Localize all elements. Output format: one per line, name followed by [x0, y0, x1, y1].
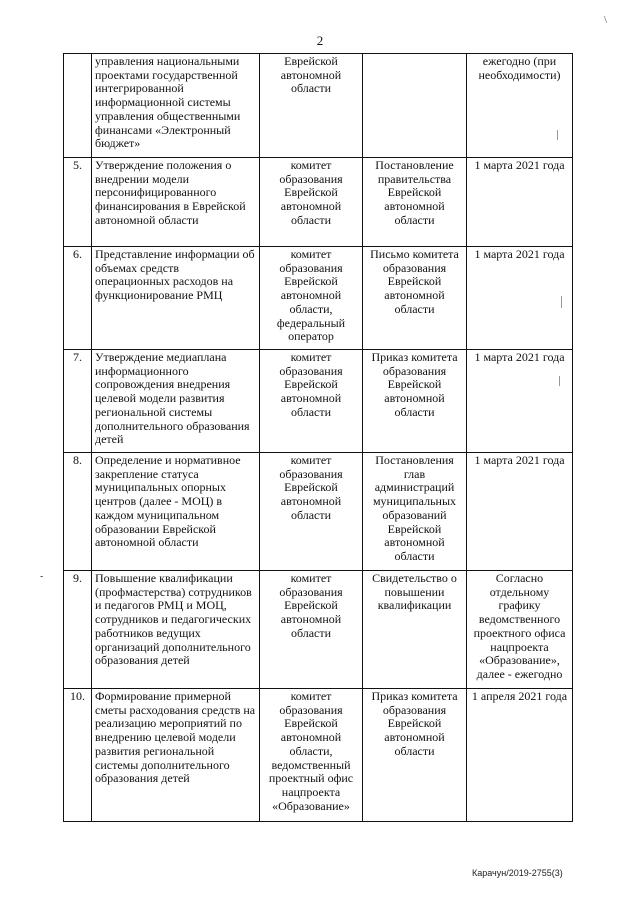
table-row [64, 453, 573, 571]
table-row [64, 54, 573, 158]
measure-name: Утверждение положения о внедрении модели персонифицированного финансирования в Еврейской автономной области [92, 158, 260, 247]
result-document: Письмо комитета образования Еврейской автономной области [363, 247, 467, 350]
deadline: Согласно отдельному графику ведомственного проектного офиса нацпроекта «Образование», далее - ежегодно [467, 571, 573, 689]
measure-name: Утверждение медиаплана информационного сопровождения внедрения целевой модели развития региональной системы дополнительного образования детей [92, 350, 260, 453]
row-number [64, 54, 92, 158]
measure-name: Повышение квалификации (профмастерства) сотрудников и педагогов РМЦ и МОЦ, сотрудников и педагогических работников ведущих организаций дополнительного образования детей [92, 571, 260, 689]
row-number: 8. [64, 453, 92, 571]
result-document: Постановления глав администраций муниципальных образований Еврейской автономной области [363, 453, 467, 571]
measure-name: Определение и нормативное закрепление статуса муниципальных опорных центров (далее - МОЦ) в каждом муниципальном образовании Еврейской автономной области [92, 453, 260, 571]
responsible-executor: комитет образования Еврейской автономной области [260, 571, 363, 689]
result-document: Приказ комитета образования Еврейской автономной области [363, 689, 467, 822]
table-row [64, 350, 573, 453]
deadline: 1 апреля 2021 года [467, 689, 573, 822]
row-number: 7. [64, 350, 92, 453]
row-number: 10. [64, 689, 92, 822]
page-number: 2 [316, 33, 324, 48]
scan-artifact [559, 376, 560, 386]
table-row [64, 158, 573, 247]
scan-artifact [557, 130, 558, 140]
responsible-executor: комитет образования Еврейской автономной области [260, 350, 363, 453]
result-document [363, 54, 467, 158]
responsible-executor: комитет образования Еврейской автономной области, ведомственный проектный офис нацпроекта «Образование» [260, 689, 363, 822]
measure-name: Формирование примерной сметы расходования средств на реализацию мероприятий по внедрению целевой модели развития региональной системы дополнительного образования детей [92, 689, 260, 822]
responsible-executor: комитет образования Еврейской автономной области, федеральный оператор [260, 247, 363, 350]
margin-scan-mark: - [40, 571, 44, 582]
table-row [64, 571, 573, 689]
scan-artifact [561, 296, 562, 308]
measure-name: управления национальными проектами государственной интегрированной информационной системы управления общественными финансами «Электронный бюджет» [92, 54, 260, 158]
table-row [64, 689, 573, 822]
measures-table [63, 53, 573, 822]
row-number: 6. [64, 247, 92, 350]
deadline: 1 марта 2021 года [467, 350, 573, 453]
deadline: ежегодно (при необходимости) [467, 54, 573, 158]
deadline: 1 марта 2021 года [467, 453, 573, 571]
table-row [64, 247, 573, 350]
row-number: 9. [64, 571, 92, 689]
deadline: 1 марта 2021 года [467, 247, 573, 350]
document-code: Карачун/2019-2755(3) [472, 868, 563, 878]
responsible-executor: комитет образования Еврейской автономной области [260, 453, 363, 571]
deadline: 1 марта 2021 года [467, 158, 573, 247]
responsible-executor: Еврейской автономной области [260, 54, 363, 158]
responsible-executor: комитет образования Еврейской автономной области [260, 158, 363, 247]
result-document: Приказ комитета образования Еврейской автономной области [363, 350, 467, 453]
result-document: Постановление правительства Еврейской автономной области [363, 158, 467, 247]
row-number: 5. [64, 158, 92, 247]
measure-name: Представление информации об объемах средств операционных расходов на функционирование РМЦ [92, 247, 260, 350]
result-document: Свидетельство о повышении квалификации [363, 571, 467, 689]
corner-scan-mark: \ [604, 14, 608, 26]
